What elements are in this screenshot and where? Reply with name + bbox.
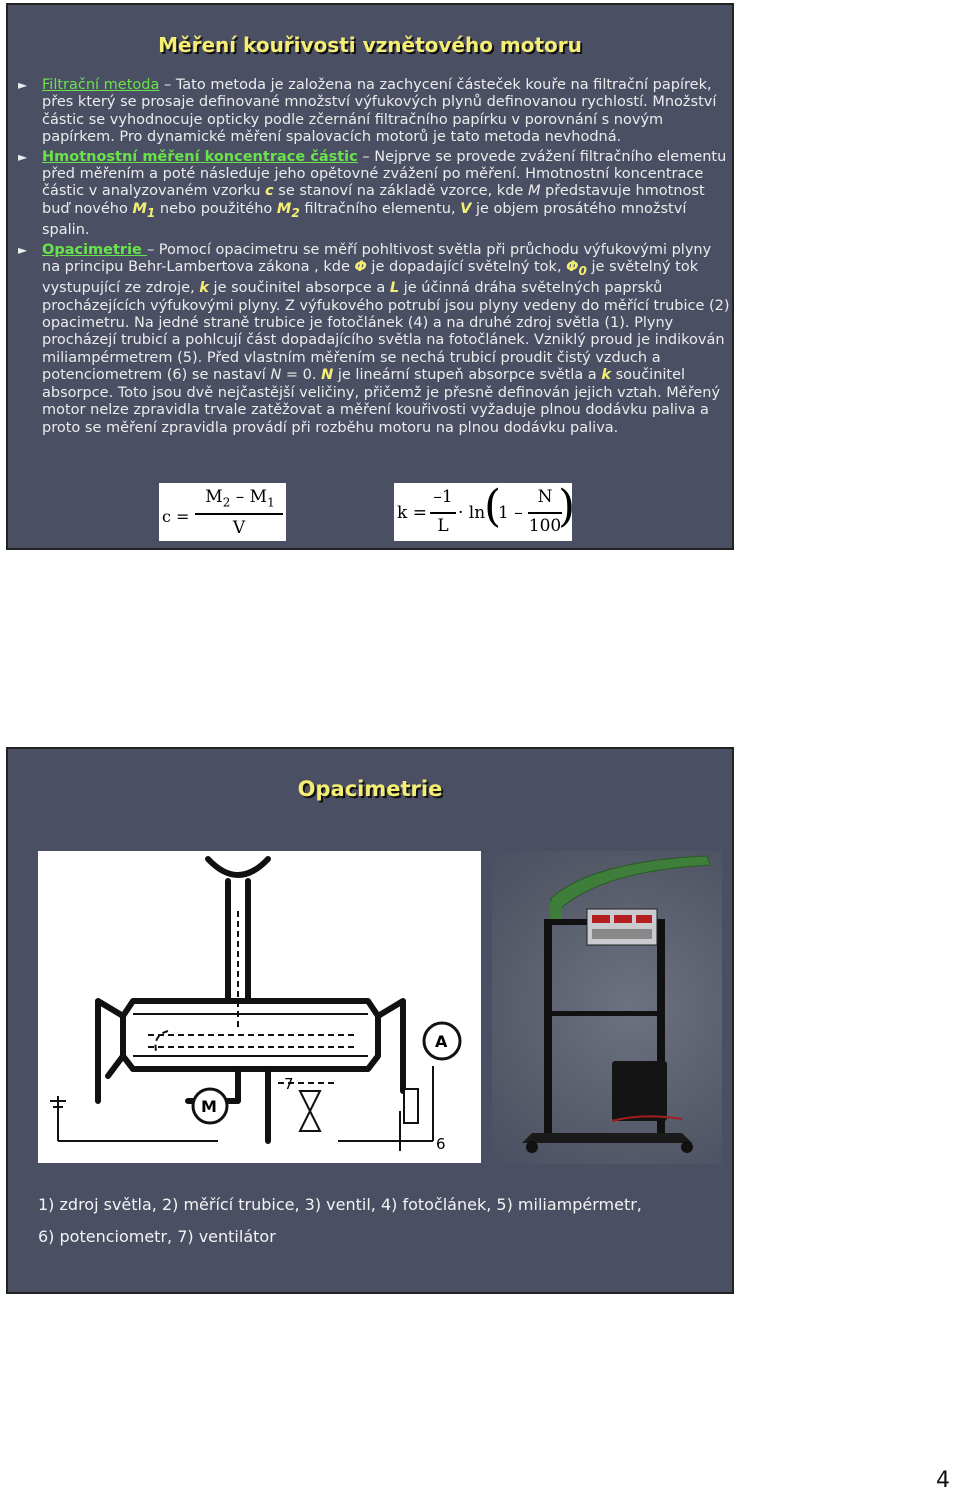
slide-title: Opacimetrie: [297, 777, 443, 801]
bullet-text: je světelný tok vystupující ze zdroje,: [42, 258, 699, 297]
cart-illustration: [492, 851, 722, 1164]
arrow-bullet-icon: ►: [18, 242, 28, 257]
var-phi0-subscript: 0: [578, 263, 587, 278]
fraction-bar: [195, 513, 283, 515]
var-M1-symbol: M: [132, 200, 147, 217]
bullet-text: je lineární stupeň absorpce světla a: [333, 367, 602, 384]
num-M: M: [205, 487, 223, 507]
bullet-filtration-method: [18, 77, 730, 147]
slide-measurement-smoke: [6, 3, 734, 550]
minus-sign: –: [235, 487, 245, 507]
var-phi: Φ: [354, 258, 367, 275]
formula-lhs: k =: [397, 503, 427, 523]
bullet-text: je dopadající světelný tok,: [366, 258, 567, 275]
keyword-mass-measurement: Hmotnostní měření koncentrace částic: [42, 148, 358, 165]
ammeter-label: A: [435, 1032, 448, 1051]
bullet-mass-measurement: [18, 149, 730, 240]
formula-lhs: c =: [162, 507, 190, 526]
opacimeter-schematic: [38, 851, 481, 1163]
bullet-opacimetry: [18, 242, 730, 437]
formula-concentration: [159, 483, 286, 541]
bullet-text: – Nejprve se provede zvážení filtračního elementu před měřením a poté následuje jeho opětovné zvážení po měření. Hmotnostní koncentrace částic v analyzovaném vzorku: [42, 148, 727, 200]
bullet-text: nebo použitého: [155, 200, 277, 217]
potentiometer-symbol: [404, 1089, 418, 1123]
formula-numerator: [195, 487, 285, 509]
legend-line-1: 1) zdroj světla, 2) měřící trubice, 3) ventil, 4) fotočlánek, 5) miliampérmetr,: [38, 1195, 642, 1214]
bullet-text: je objem prosátého množství spalin.: [42, 200, 687, 239]
var-phi0: [566, 258, 587, 278]
bullet-text: součinitel absorpce. Toto jsou dvě nejčastější veličiny, přičemž je přesně definován jejich vztah. Měřený motor nelze zpravidla trvale zatěžovat a měření kouřivosti vyžaduje plnou dodávku paliva a proto se měření zpravidla provádí při rozběhu motoru na plnou dodávku paliva.: [42, 367, 721, 436]
formula-absorption: [394, 481, 576, 541]
bullet-text: = 0.: [281, 367, 322, 384]
var-N: N: [270, 367, 282, 384]
var-c: c: [265, 183, 274, 200]
arrow-bullet-icon: ►: [18, 78, 28, 92]
paren-left: (: [484, 481, 502, 532]
slide-opacimetry: [6, 747, 734, 1294]
opacimeter-cart-photo: [492, 851, 722, 1164]
arrow-bullet-icon: ►: [18, 149, 28, 164]
var-L: L: [389, 280, 400, 297]
bullet-text: – Tato metoda je založena na zachycení částeček kouře na filtrační papírek, přes který se prosaje definované množství výfukových plynů definovanou rychlostí. Množství částic se vyhodnocuje opticky podle zčernání filtračního papírku v porovnání s novým papírkem. Pro dynamické měření spalovacích motorů je tato metoda nevhodná.: [42, 77, 717, 146]
motor-label: M: [201, 1097, 217, 1116]
var-M2-subscript: 2: [291, 205, 300, 220]
keyword-filtration: Filtrační metoda: [42, 77, 160, 93]
fraction-bar: [430, 512, 456, 514]
schematic-drawing: [38, 851, 481, 1163]
keyword-opacimetry: Opacimetrie: [42, 241, 147, 258]
legend-line-2: 6) potenciometr, 7) ventilátor: [38, 1227, 276, 1246]
label-seven: 7: [284, 1075, 294, 1093]
valve-symbol: [300, 1091, 320, 1131]
inner-denominator: 100: [528, 516, 562, 536]
var-M2: [276, 200, 300, 220]
bullet-list: [18, 77, 730, 439]
slide-title: Měření kouřivosti vznětového motoru: [158, 33, 582, 57]
bullet-text: je účinná dráha světelných paprsků procházejících výfukovými plyny. Z výfukového potrubí jsou plyny vedeny do měřící trubice (2) opacimetru. Na jedné straně trubice je fotočlánek (4) a na druhé zdroj světla (1). Plyny procházejí trubicí a pohlcují část dopadajícího světla na fotočlánek. Vzniklý proud je indikován miliampérmetrem (5). Před vlastním měřením se nechá trubicí proudit čistý vzduch a potenciometrem (6) se nastaví: [42, 280, 730, 384]
var-N-bold: N: [321, 367, 334, 384]
var-phi0-symbol: Φ: [566, 258, 579, 275]
var-M2-symbol: M: [276, 200, 292, 217]
num-sub: 1: [267, 495, 275, 510]
num-sub: 2: [222, 495, 231, 510]
var-k: k: [199, 280, 209, 297]
page-number: 4: [936, 1468, 950, 1493]
var-V: V: [460, 200, 472, 217]
var-M1-subscript: 1: [146, 205, 156, 220]
bullet-text: představuje hmotnost buď nového: [42, 183, 705, 217]
formula-denominator: L: [437, 516, 449, 536]
formula-denominator: V: [232, 518, 246, 538]
one-minus: 1 –: [498, 503, 523, 523]
inner-numerator: N: [537, 487, 553, 507]
bullet-text: – Pomocí opacimetru se měří pohltivost světla při průchodu výfukovými plyny na principu Behr-Lambertova zákona , kde: [42, 241, 712, 275]
bullet-text: se stanoví na základě vzorce, kde: [273, 183, 528, 200]
var-M: M: [527, 183, 541, 200]
num-M: M: [249, 487, 268, 507]
var-M1: [132, 200, 156, 220]
var-k-bold: k: [601, 367, 611, 384]
paren-right: ): [558, 481, 576, 532]
formula-numerator: –1: [433, 487, 453, 507]
bullet-text: filtračního elementu,: [299, 200, 461, 217]
bullet-text: je součinitel absorpce a: [208, 280, 390, 297]
label-six: 6: [436, 1135, 446, 1153]
ln-operator: · ln: [458, 503, 486, 523]
fraction-bar: [528, 512, 562, 514]
